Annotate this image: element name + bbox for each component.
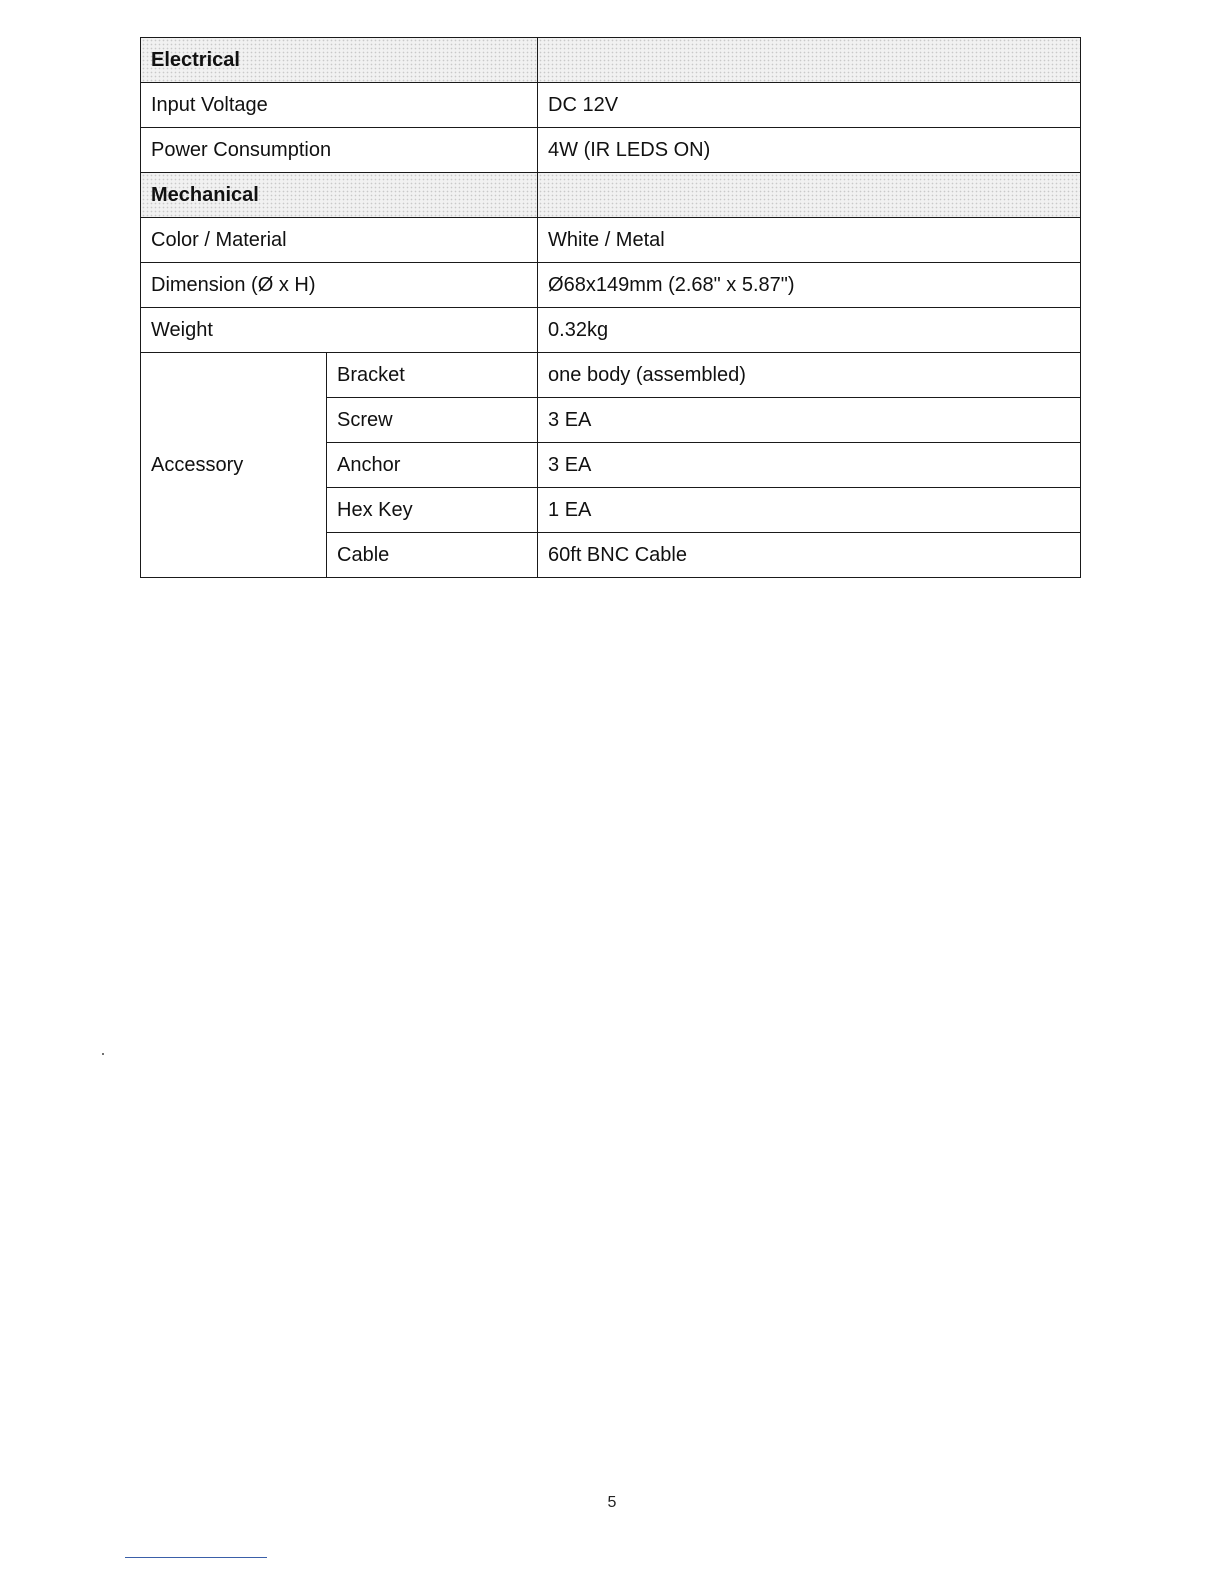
input-voltage-label: Input Voltage (141, 83, 538, 128)
accessory-item-value: one body (assembled) (538, 353, 1081, 398)
table-row (141, 353, 1081, 398)
table-row (141, 128, 1081, 173)
specification-table (140, 37, 1081, 578)
page-number: 5 (607, 1494, 617, 1511)
power-consumption-value: 4W (IR LEDS ON) (538, 128, 1081, 173)
electrical-section-header (141, 38, 1081, 83)
power-consumption-label: Power Consumption (141, 128, 538, 173)
color-material-label: Color / Material (141, 218, 538, 263)
weight-value: 0.32kg (538, 308, 1081, 353)
scan-speck (102, 1053, 104, 1055)
accessory-item-value: 1 EA (538, 488, 1081, 533)
accessory-label: Accessory (141, 353, 327, 578)
accessory-item-value: 3 EA (538, 443, 1081, 488)
accessory-item-value: 60ft BNC Cable (538, 533, 1081, 578)
dimension-value: Ø68x149mm (2.68" x 5.87") (538, 263, 1081, 308)
weight-label: Weight (141, 308, 538, 353)
input-voltage-value: DC 12V (538, 83, 1081, 128)
mechanical-section-header (141, 173, 1081, 218)
table-row (141, 218, 1081, 263)
accessory-item-name: Bracket (327, 353, 538, 398)
mechanical-heading: Mechanical (141, 173, 538, 218)
table-row (141, 263, 1081, 308)
accessory-item-value: 3 EA (538, 398, 1081, 443)
accessory-item-name: Hex Key (327, 488, 538, 533)
accessory-item-name: Anchor (327, 443, 538, 488)
accessory-item-name: Cable (327, 533, 538, 578)
footer-rule (125, 1557, 267, 1558)
electrical-heading-blank (538, 38, 1081, 83)
electrical-heading: Electrical (141, 38, 538, 83)
table-row (141, 83, 1081, 128)
table-row (141, 308, 1081, 353)
accessory-item-name: Screw (327, 398, 538, 443)
mechanical-heading-blank (538, 173, 1081, 218)
color-material-value: White / Metal (538, 218, 1081, 263)
dimension-label: Dimension (Ø x H) (141, 263, 538, 308)
